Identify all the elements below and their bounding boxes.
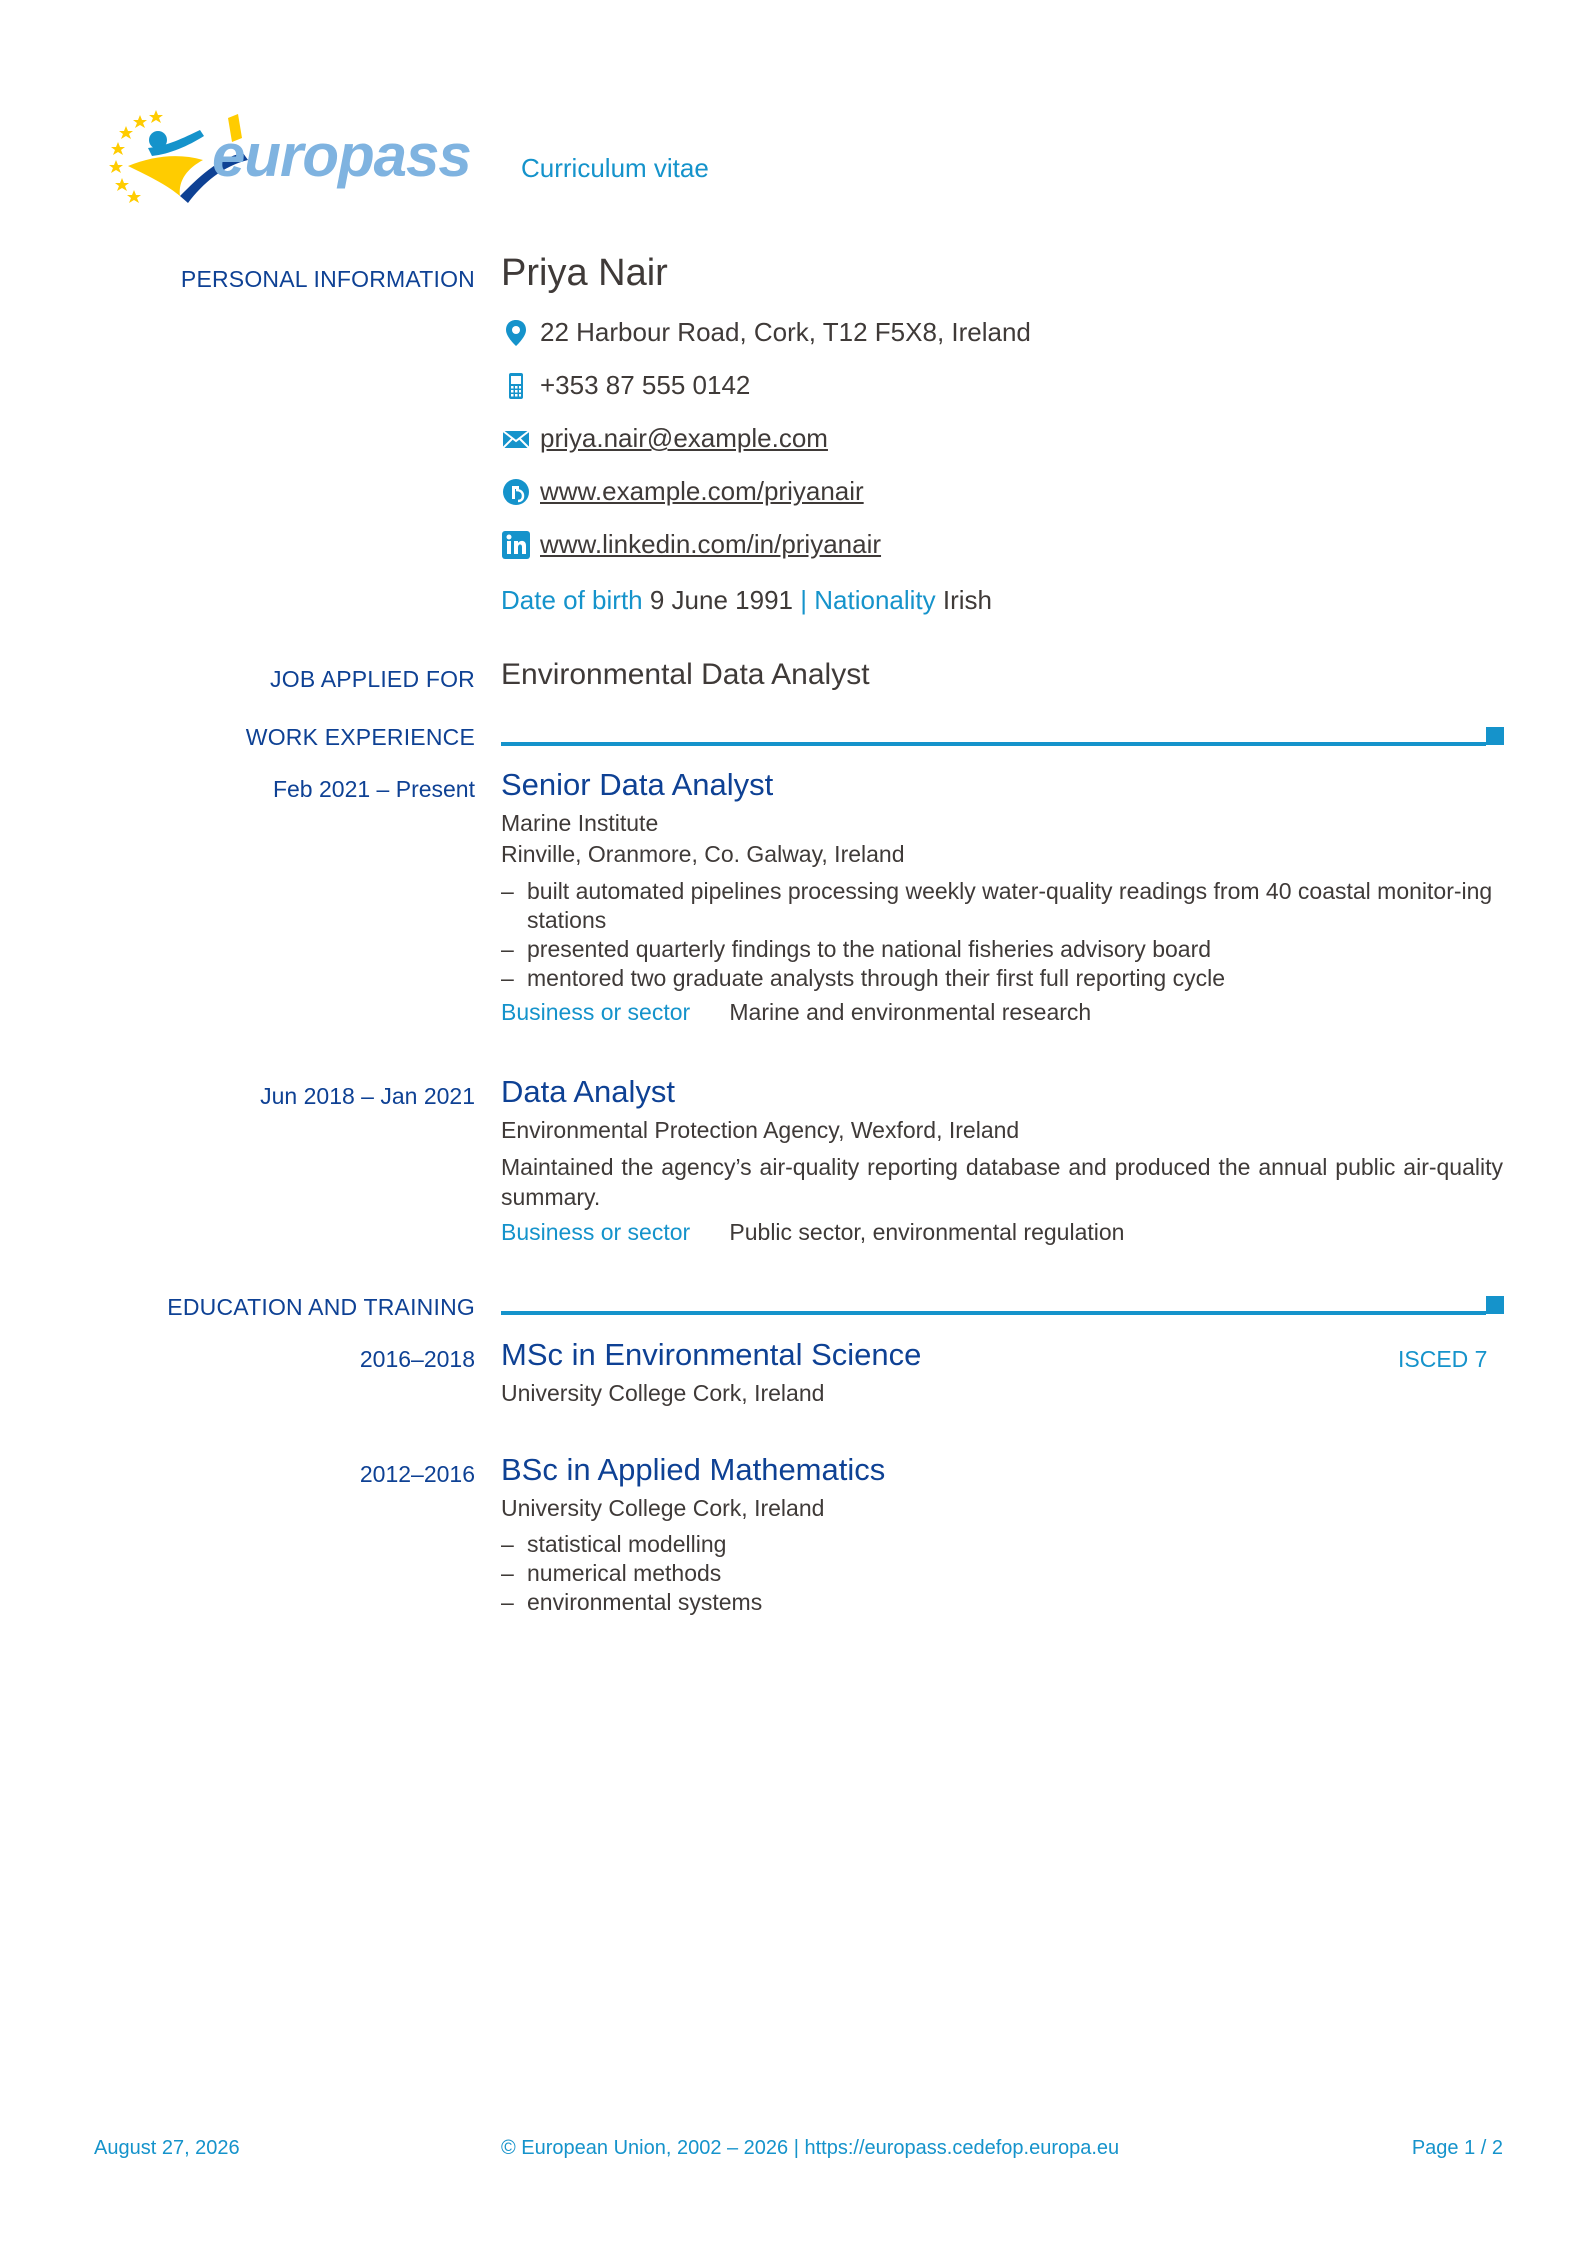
isced-level: ISCED 7 (1398, 1346, 1488, 1372)
work-description: Maintained the agency’s air-quality reporting database and produced the annual public air-quality summary. (501, 1154, 1503, 1210)
birth-nationality-row (501, 585, 992, 616)
phone-text: +353 87 555 0142 (540, 370, 751, 400)
education-title: MSc in Environmental Science (501, 1337, 922, 1372)
footer-page-number: Page 1 / 2 (1411, 2137, 1503, 2159)
location-pin-icon (501, 318, 531, 348)
nationality-value: Irish (942, 585, 993, 615)
work-sector-row (501, 999, 1503, 1026)
work-entry-dates: Jun 2018 – Jan 2021 (260, 1083, 475, 1109)
education-bullets (501, 1530, 1503, 1617)
education-entry-dates: 2012–2016 (359, 1461, 475, 1487)
education-title: BSc in Applied Mathematics (501, 1452, 886, 1487)
work-entry (501, 1073, 1503, 1246)
job-applied-value: Environmental Data Analyst (501, 658, 870, 691)
sector-value: Marine and environmental research (729, 999, 1092, 1025)
footer-date: August 27, 2026 (94, 2137, 240, 2159)
europass-logo (108, 108, 471, 212)
website-row (501, 476, 864, 507)
linkedin-icon (501, 530, 531, 560)
work-location: Rinville, Oranmore, Co. Galway, Ireland (501, 841, 905, 867)
work-entry (501, 766, 1503, 1026)
work-sector-row (501, 1219, 1503, 1246)
list-item: – mentored two graduate analysts through their first full reporting cycle (501, 964, 1503, 993)
mobile-phone-icon (501, 371, 531, 401)
person-name: Priya Nair (501, 252, 668, 294)
linkedin-link[interactable]: www.linkedin.com/in/priyanair (540, 529, 882, 559)
cv-title: Curriculum vitae (521, 153, 709, 183)
nationality-label: Nationality (814, 585, 936, 615)
personal-information-label: PERSONAL INFORMATION (180, 266, 475, 292)
education-entry (501, 1336, 1503, 1409)
sector-value: Public sector, environmental regulation (729, 1219, 1125, 1245)
work-title: Senior Data Analyst (501, 767, 774, 802)
work-title: Data Analyst (501, 1074, 676, 1109)
sector-label: Business or sector (501, 1219, 691, 1245)
education-entry-dates: 2016–2018 (359, 1346, 475, 1372)
education-divider (501, 1311, 1486, 1315)
work-bullets (501, 877, 1503, 993)
education-label: EDUCATION AND TRAINING (167, 1294, 475, 1320)
work-employer: Marine Institute (501, 810, 659, 836)
website-icon (501, 477, 531, 507)
work-divider (501, 742, 1486, 746)
email-row (501, 423, 828, 454)
europass-logo-text: europass (212, 122, 471, 189)
website-link[interactable]: www.example.com/priyanair (540, 476, 864, 506)
work-employer: Environmental Protection Agency, Wexford, Ireland (501, 1117, 1020, 1143)
separator: | (800, 585, 808, 615)
envelope-icon (501, 424, 531, 454)
linkedin-row (501, 529, 881, 560)
education-institution: University College Cork, Ireland (501, 1380, 825, 1406)
list-item: – numerical methods (501, 1559, 1503, 1588)
address-text: 22 Harbour Road, Cork, T12 F5X8, Ireland (540, 317, 1031, 347)
education-institution: University College Cork, Ireland (501, 1495, 825, 1521)
dob-label: Date of birth (501, 585, 643, 615)
work-divider-marker (1486, 727, 1504, 745)
job-applied-label: JOB APPLIED FOR (270, 666, 475, 692)
address-row (501, 317, 1031, 348)
education-entry (501, 1451, 1503, 1617)
sector-label: Business or sector (501, 999, 691, 1025)
phone-row (501, 370, 750, 401)
dob-value: 9 June 1991 (649, 585, 794, 615)
email-link[interactable]: priya.nair@example.com (540, 423, 828, 453)
list-item: – built automated pipelines processing weekly water-quality readings from 40 coastal monitor-ing stations (501, 877, 1503, 935)
list-item: – environmental systems (501, 1588, 1503, 1617)
footer-copyright: © European Union, 2002 – 2026 | https://europass.cedefop.europa.eu (501, 2137, 1120, 2159)
list-item: – statistical modelling (501, 1530, 1503, 1559)
education-divider-marker (1486, 1296, 1504, 1314)
list-item: – presented quarterly findings to the national fisheries advisory board (501, 935, 1503, 964)
work-experience-label: WORK EXPERIENCE (245, 724, 475, 750)
work-entry-dates: Feb 2021 – Present (272, 776, 475, 802)
